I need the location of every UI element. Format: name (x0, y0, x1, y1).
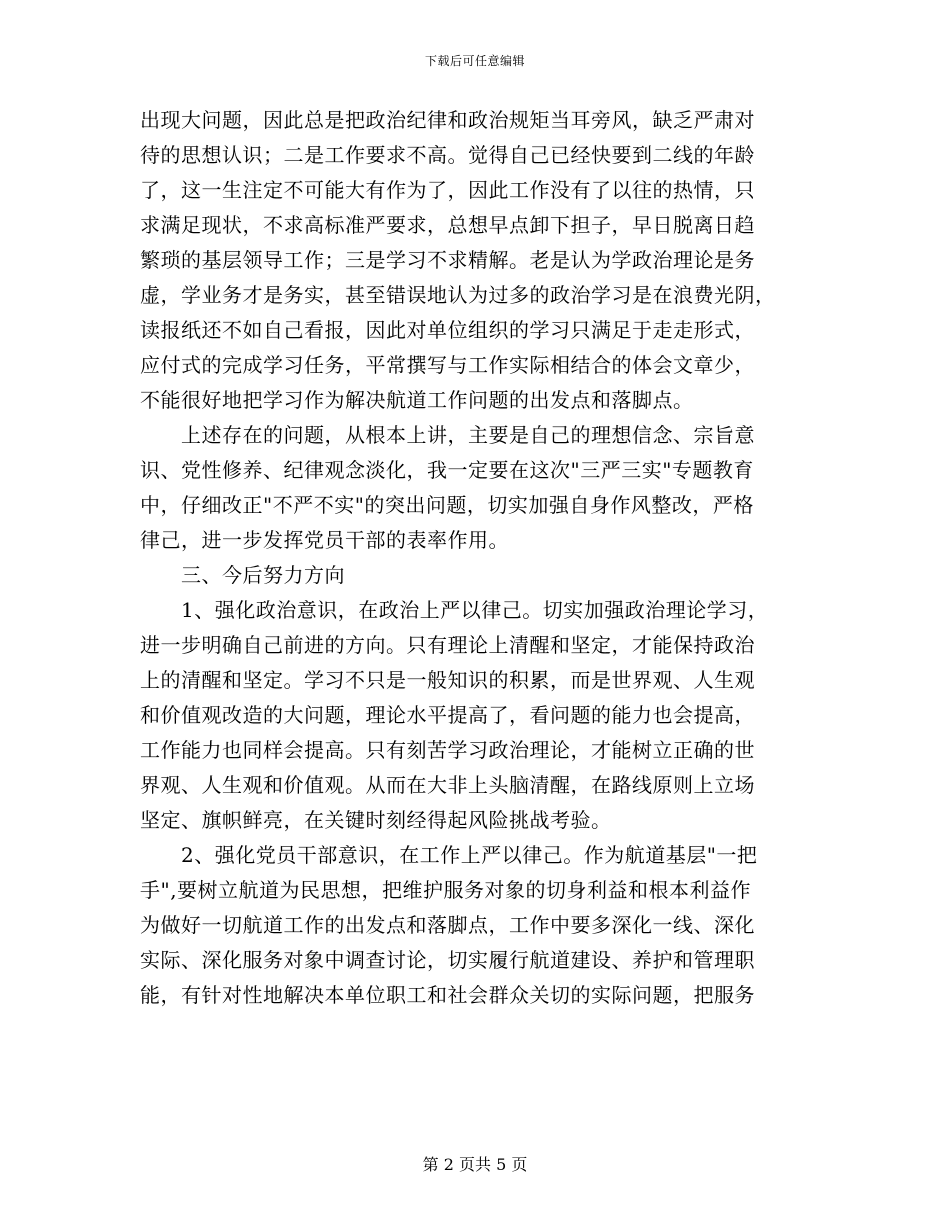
text-line: 上述存在的问题，从根本上讲，主要是自己的理想信念、宗旨意 (140, 423, 755, 447)
text-line: 能，有针对性地解决本单位职工和社会群众关切的实际问题，把服务 (140, 983, 755, 1007)
section-heading: 三、今后努力方向 (140, 563, 345, 587)
text-line: 虚，学业务才是务实，甚至错误地认为过多的政治学习是在浪费光阴， (140, 283, 776, 307)
text-line: 上的清醒和坚定。学习不只是一般知识的积累，而是世界观、人生观 (140, 668, 755, 692)
text-line: 坚定、旗帜鲜亮，在关键时刻经得起风险挑战考验。 (140, 808, 612, 832)
text-line: 工作能力也同样会提高。只有刻苦学习政治理论，才能树立正确的世 (140, 738, 755, 762)
text-line: 为做好一切航道工作的出发点和落脚点，工作中要多深化一线、深化 (140, 913, 755, 937)
text-line: 了，这一生注定不可能大有作为了，因此工作没有了以往的热情，只 (140, 178, 755, 202)
text-line: 手",要树立航道为民思想，把维护服务对象的切身利益和根本利益作 (140, 878, 752, 902)
text-line: 2、强化党员干部意识，在工作上严以律己。作为航道基层"一把 (140, 843, 758, 867)
text-line: 读报纸还不如自己看报，因此对单位组织的学习只满足于走走形式， (140, 318, 755, 342)
document-body (140, 103, 815, 1013)
text-line: 识、党性修养、纪律观念淡化，我一定要在这次"三严三实"专题教育 (140, 458, 754, 482)
text-line: 界观、人生观和价值观。从而在大非上头脑清醒，在路线原则上立场 (140, 773, 755, 797)
page-number-footer: 第 2 页共 5 页 (422, 1155, 528, 1174)
text-line: 繁琐的基层领导工作；三是学习不求精解。老是认为学政治理论是务 (140, 248, 755, 272)
text-line: 不能很好地把学习作为解决航道工作问题的出发点和落脚点。 (140, 388, 694, 412)
text-line: 1、强化政治意识，在政治上严以律己。切实加强政治理论学习， (140, 598, 769, 622)
text-line: 中，仔细改正"不严不实"的突出问题，切实加强自身作风整改，严格 (140, 493, 754, 517)
text-line: 应付式的完成学习任务，平常撰写与工作实际相结合的体会文章少， (140, 353, 755, 377)
page-header: 下载后可任意编辑 (424, 54, 525, 68)
text-line: 和价值观改造的大问题，理论水平提高了，看问题的能力也会提高， (140, 703, 755, 727)
text-line: 进一步明确自己前进的方向。只有理论上清醒和坚定，才能保持政治 (140, 633, 755, 657)
text-line: 实际、深化服务对象中调查讨论，切实履行航道建设、养护和管理职 (140, 948, 755, 972)
text-line: 待的思想认识；二是工作要求不高。觉得自己已经快要到二线的年龄 (140, 143, 755, 167)
text-line: 出现大问题，因此总是把政治纪律和政治规矩当耳旁风，缺乏严肃对 (140, 108, 755, 132)
text-line: 律己，进一步发挥党员干部的表率作用。 (140, 528, 509, 552)
text-line: 求满足现状，不求高标准严要求，总想早点卸下担子，早日脱离日趋 (140, 213, 755, 237)
